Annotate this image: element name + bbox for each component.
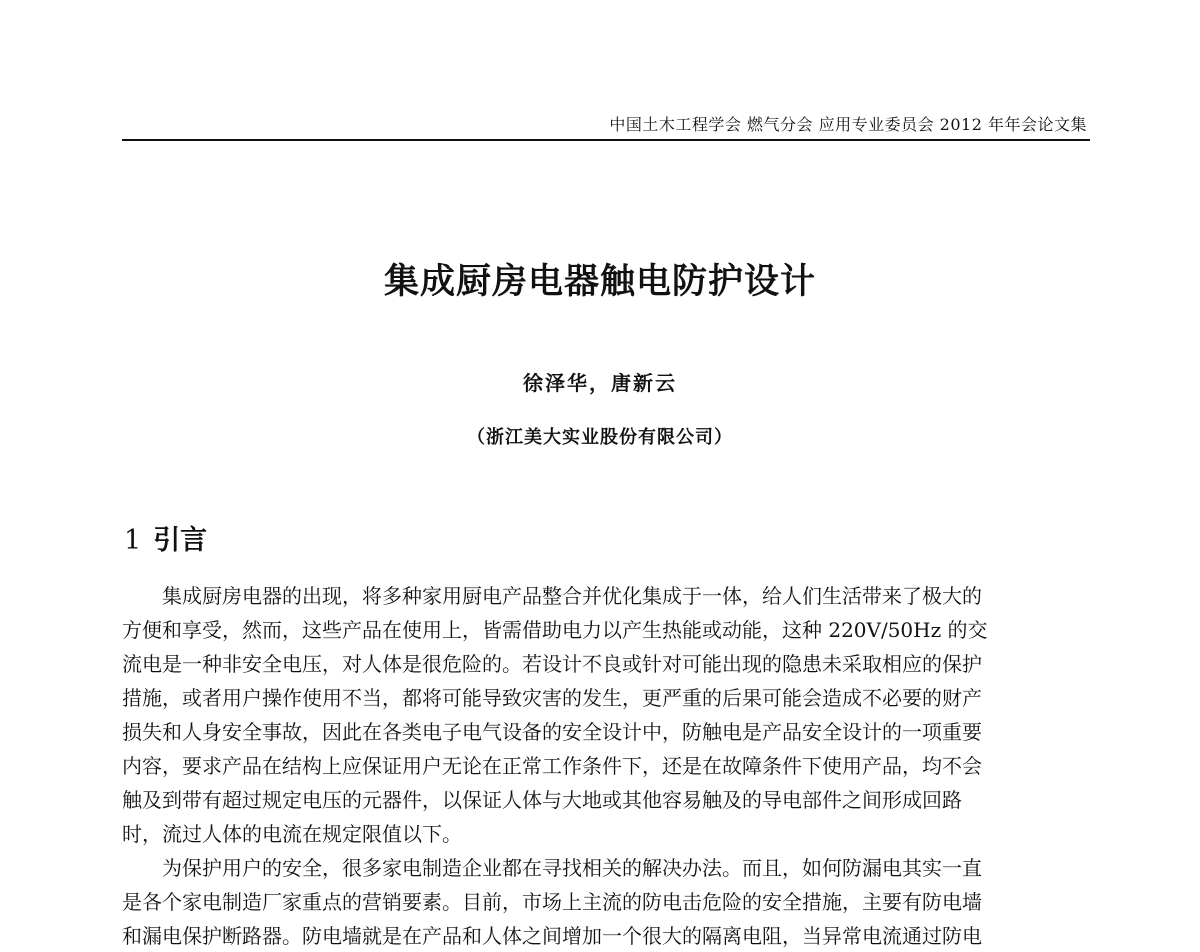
text-line: 和漏电保护断路器。防电墙就是在产品和人体之间增加一个很大的隔离电阻，当异常电流通过防电	[122, 924, 982, 948]
text-line: 方便和享受，然而，这些产品在使用上，皆需借助电力以产生热能或动能，这种 220V/50Hz 的交	[122, 618, 988, 642]
section-number: 1	[124, 525, 142, 556]
running-header: 中国土木工程学会 燃气分会 应用专业委员会 2012 年年会论文集	[609, 115, 1087, 134]
paragraph-2	[122, 851, 1092, 952]
text-line: 损失和人身安全事故，因此在各类电子电气设备的安全设计中，防触电是产品安全设计的一项重要	[122, 720, 982, 744]
section-title: 引言	[153, 525, 208, 556]
paper-authors: 徐泽华，唐新云	[523, 371, 677, 395]
text-line: 措施，或者用户操作使用不当，都将可能导致灾害的发生，更严重的后果可能会造成不必要的财产	[122, 686, 982, 710]
section-heading	[124, 518, 207, 557]
text-line: 触及到带有超过规定电压的元器件，以保证人体与大地或其他容易触及的导电部件之间形成回路	[122, 788, 962, 812]
paragraph-1	[122, 579, 1092, 851]
text-line: 是各个家电制造厂家重点的营销要素。目前，市场上主流的防电击危险的安全措施，主要有防电墙	[122, 890, 982, 914]
text-line: 集成厨房电器的出现，将多种家用厨电产品整合并优化集成于一体，给人们生活带来了极大的	[162, 584, 982, 608]
paper-affiliation: （浙江美大实业股份有限公司）	[467, 427, 733, 448]
text-line: 内容，要求产品在结构上应保证用户无论在正常工作条件下，还是在故障条件下使用产品，均不会	[122, 754, 982, 778]
header-rule	[122, 139, 1090, 141]
paper-title: 集成厨房电器触电防护设计	[383, 262, 816, 302]
text-line: 为保护用户的安全，很多家电制造企业都在寻找相关的解决办法。而且，如何防漏电其实一直	[162, 856, 982, 880]
text-line: 流电是一种非安全电压，对人体是很危险的。若设计不良或针对可能出现的隐患未采取相应的保护	[122, 652, 982, 676]
body-text	[122, 579, 1092, 952]
text-line: 时，流过人体的电流在规定限值以下。	[122, 822, 462, 846]
